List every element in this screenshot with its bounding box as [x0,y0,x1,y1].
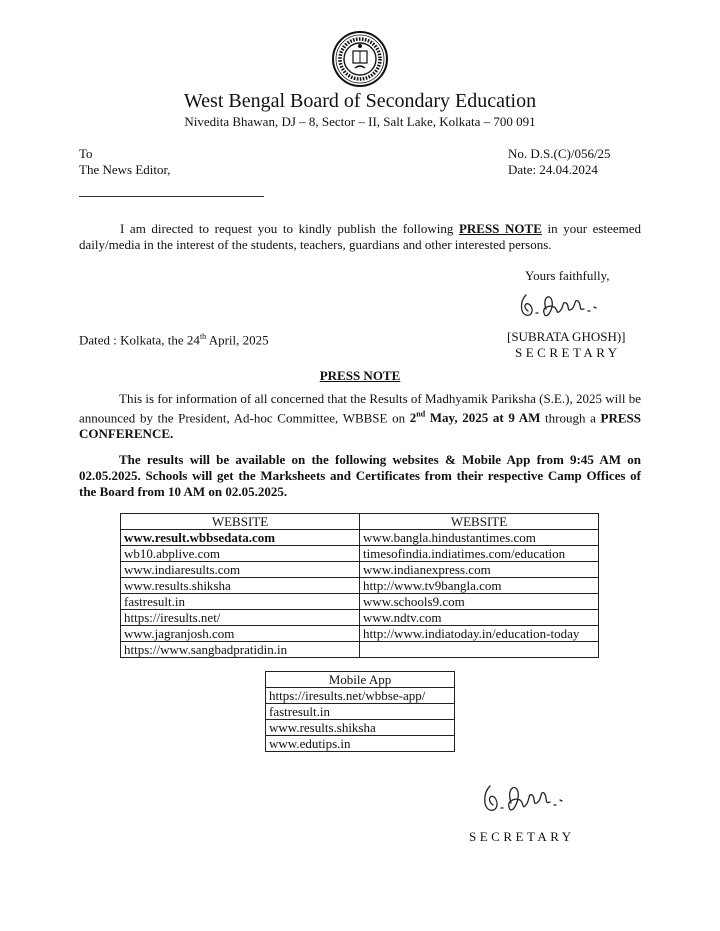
board-address: Nivedita Bhawan, DJ – 8, Sector – II, Salt Lake, Kolkata – 700 091 [184,114,536,129]
websites-table-header [121,514,599,530]
to-label: To [79,146,93,161]
table-row [266,688,455,704]
dated-line: Dated : Kolkata, the 24th April, 2025 [79,332,269,348]
table-row [121,546,599,562]
website-link[interactable]: https://www.sangbadpratidin.in [121,642,360,658]
intro-text-after: in your esteemed daily/media in the interest of the students, teachers, guardians and other interested persons. [79,221,641,252]
yours-faithfully: Yours faithfully, [525,268,610,283]
footer-designation: SECRETARY [469,829,575,844]
website-column-header: WEBSITE [360,514,599,530]
website-link[interactable]: www.ndtv.com [360,610,599,626]
websites-table [120,513,599,658]
wbbse-seal-logo [331,30,389,88]
empty-cell [360,642,599,658]
website-link[interactable]: www.indiaresults.com [121,562,360,578]
website-link[interactable]: wb10.abplive.com [121,546,360,562]
table-row [121,578,599,594]
mobile-app-link[interactable]: fastresult.in [266,704,455,720]
recipient-block [79,146,171,178]
website-link[interactable]: http://www.indiatoday.in/education-today [360,626,599,642]
secretary-signature [516,287,608,323]
press-note-keyword: PRESS NOTE [458,221,542,236]
mobile-app-link[interactable]: www.results.shiksha [266,720,455,736]
website-link[interactable]: www.result.wbbsedata.com [121,530,360,546]
table-row [121,562,599,578]
recipient-name: The News Editor, [79,162,171,177]
mobile-app-link[interactable]: https://iresults.net/wbbse-app/ [266,688,455,704]
press-conference-text: PRESS CONFERENCE. [79,410,641,442]
press-note-title: PRESS NOTE [319,368,401,383]
board-name: West Bengal Board of Secondary Education [183,90,537,112]
press-note-body: This is for information of all concerned that the Results of Madhyamik Pariksha (S.E.), 2025 will be announced by the President, Ad-hoc Committee, WBBSE on 2nd May, 2025 at 9 AM through a PRESS CONFERENCE. [79,391,641,442]
signer-name: [SUBRATA GHOSH)] [507,329,626,344]
table-row [266,736,455,752]
reference-block [508,146,611,178]
reference-number: No. D.S.(C)/056/25 [508,146,611,161]
table-row [266,720,455,736]
website-link[interactable]: timesofindia.indiatimes.com/education [360,546,599,562]
mobile-app-column-header: Mobile App [266,672,455,688]
intro-paragraph [79,221,641,253]
website-column-header: WEBSITE [121,514,360,530]
mobile-app-table [265,671,455,752]
results-availability-paragraph: The results will be available on the following websites & Mobile App from 9:45 AM on 02.05.2025. Schools will get the Marksheets and Certificates from their respective Camp Offices of the Board from 10 AM on 02.05.2025. [79,452,641,499]
website-link[interactable]: www.bangla.hindustantimes.com [360,530,599,546]
intro-text-before: I am directed to request you to kindly publish the following [120,221,459,236]
table-row [121,594,599,610]
secretary-signature-footer [480,776,570,820]
mobile-app-table-header [266,672,455,688]
website-link[interactable]: www.schools9.com [360,594,599,610]
letter-date: Date: 24.04.2024 [508,162,598,177]
website-link[interactable]: www.indianexpress.com [360,562,599,578]
mobile-app-link[interactable]: www.edutips.in [266,736,455,752]
website-link[interactable]: http://www.tv9bangla.com [360,578,599,594]
website-link[interactable]: https://iresults.net/ [121,610,360,626]
signer-designation: SECRETARY [515,345,621,360]
table-row [121,530,599,546]
table-row [121,610,599,626]
website-link[interactable]: www.results.shiksha [121,578,360,594]
table-row [121,642,599,658]
website-link[interactable]: www.jagranjosh.com [121,626,360,642]
address-divider [79,196,264,197]
table-row [121,626,599,642]
website-link[interactable]: fastresult.in [121,594,360,610]
table-row [266,704,455,720]
